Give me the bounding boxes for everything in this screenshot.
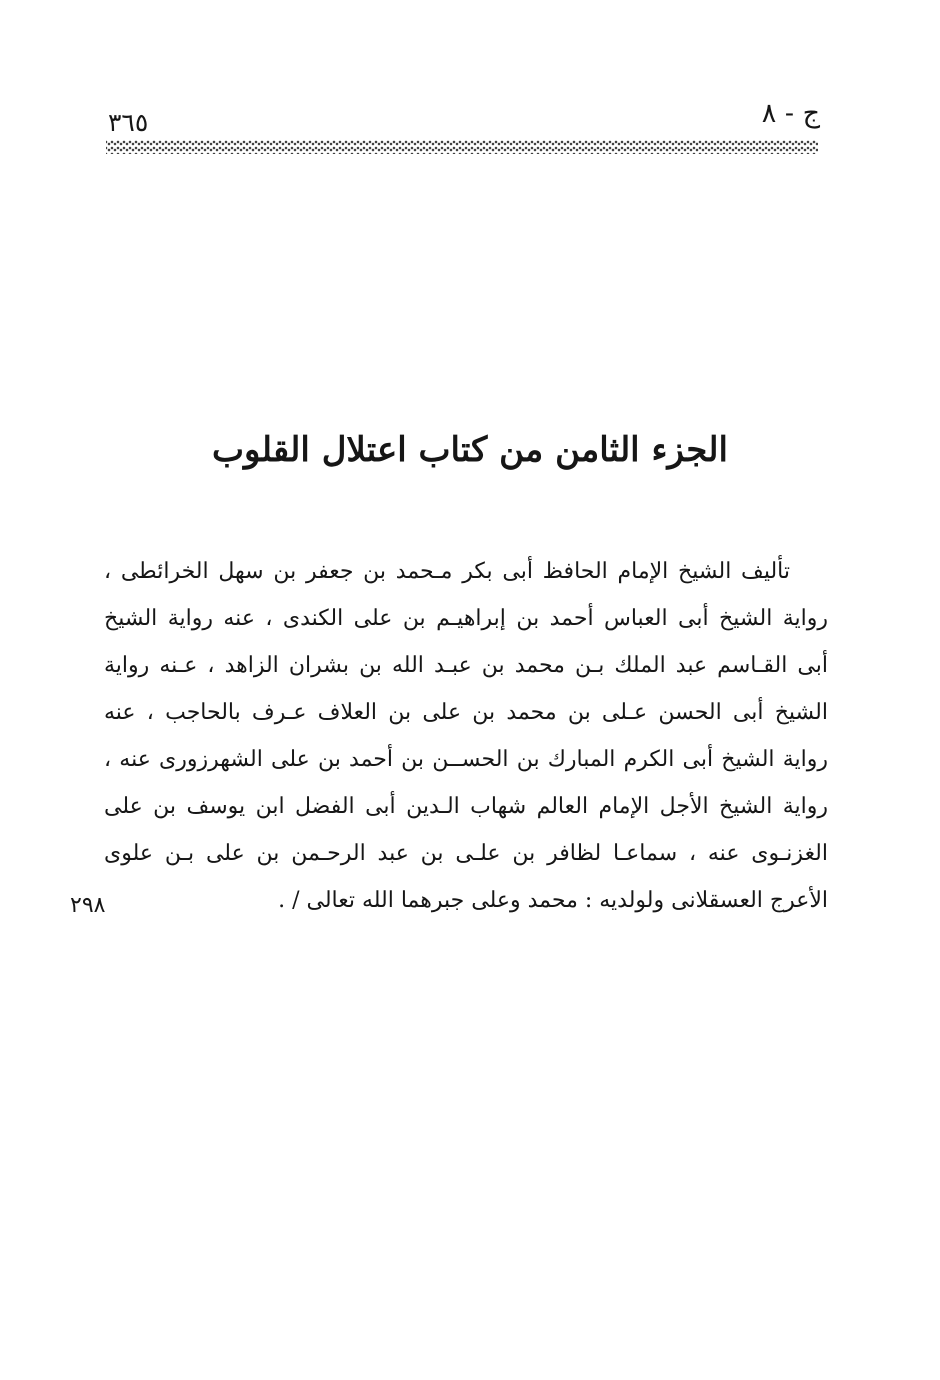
volume-label: ج - ٨ (761, 98, 820, 129)
body-line: أبى القـاسم عبد الملك بـن محمد بن عبـد الله بن بشران الزاهد ، عـنه رواية (104, 653, 828, 678)
body-line: رواية الشيخ أبى الكرم المبارك بن الحســن بن أحمد بن على الشهرزورى عنه ، (104, 747, 828, 772)
body-line: تأليف الشيخ الإمام الحافظ أبى بكر مـحمد بن جعفر بن سهل الخرائطى ، (104, 559, 790, 584)
body-paragraph (104, 548, 828, 924)
section-title: الجزء الثامن من كتاب اعتلال القلوب (212, 430, 728, 470)
page-header (108, 98, 820, 138)
body-line: الشيخ أبى الحسن عـلى بن محمد بن على بن العلاف عـرف بالحاجب ، عنه (104, 700, 828, 725)
body-line: رواية الشيخ الأجل الإمام العالم شهاب الـدين أبى الفضل ابن يوسف بن على (104, 794, 828, 819)
manuscript-page-number: ٢٩٨ (70, 893, 106, 918)
body-line: الغزنـوى عنه ، سماعـا لظافر بن علـى بن عبد الرحـمن بن على بـن علوى (104, 841, 828, 866)
body-line: الأعرج العسقلانى ولولديه : محمد وعلى جبرهما الله تعالى / . (278, 888, 828, 913)
body-line: رواية الشيخ أبى العباس أحمد بن إبراهيـم بن على الكندى ، عنه رواية الشيخ (104, 606, 828, 631)
header-rule (106, 140, 818, 154)
page-number: ٣٦٥ (108, 108, 149, 137)
